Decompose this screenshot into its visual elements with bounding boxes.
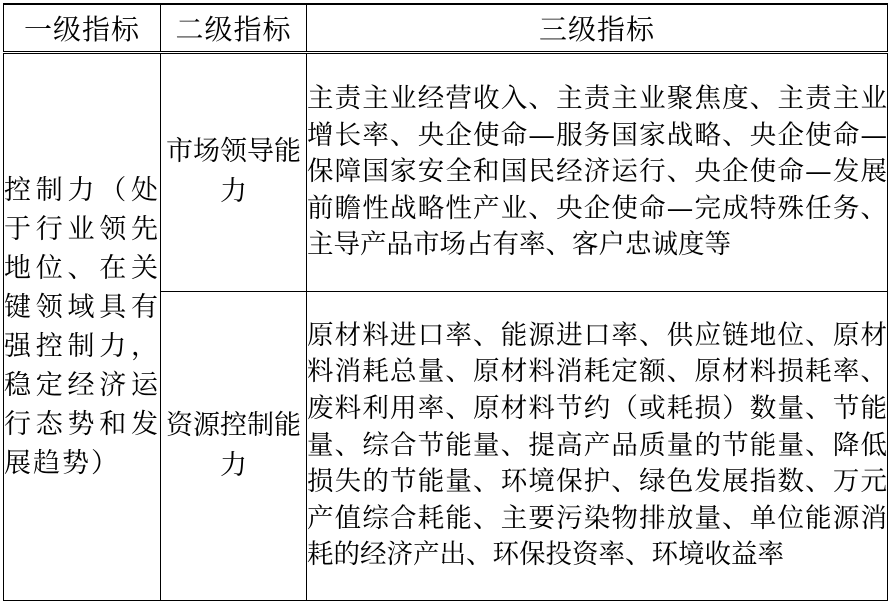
indicator-table xyxy=(3,3,888,601)
header-level1: 一级指标 xyxy=(4,4,161,53)
level1-cell xyxy=(4,53,161,601)
level2-cell-resource-control: 资源控制能力 xyxy=(161,291,307,600)
level3-cell-resource-control: 原材料进口率、能源进口率、供应链地位、原材料消耗总量、原材料消耗定额、原材料损耗率、废料利用率、原材料节约（或耗损）数量、节能量、综合节能量、提高产品质量的节能量、降低损失的节能量、环境保护、绿色发展指数、万元产值综合耗能、主要污染物排放量、单位能源消耗的经济产出、环保投资率、环境收益率 xyxy=(307,291,888,600)
table-header-row xyxy=(4,4,888,53)
level3-cell-market-leadership: 主责主业经营收入、主责主业聚焦度、主责主业增长率、央企使命—服务国家战略、央企使命—保障国家安全和国民经济运行、央企使命—发展前瞻性战略性产业、央企使命—完成特殊任务、主导产品市场占有率、客户忠诚度等 xyxy=(307,53,888,292)
header-level3: 三级指标 xyxy=(307,4,888,53)
table-row xyxy=(4,53,888,292)
header-level2: 二级指标 xyxy=(161,4,307,53)
level1-text: 控制力（处于行业领先地位、在关键领域具有强控制力，稳定经济运行态势和发展趋势） xyxy=(4,175,160,479)
level2-cell-market-leadership: 市场领导能力 xyxy=(161,53,307,292)
